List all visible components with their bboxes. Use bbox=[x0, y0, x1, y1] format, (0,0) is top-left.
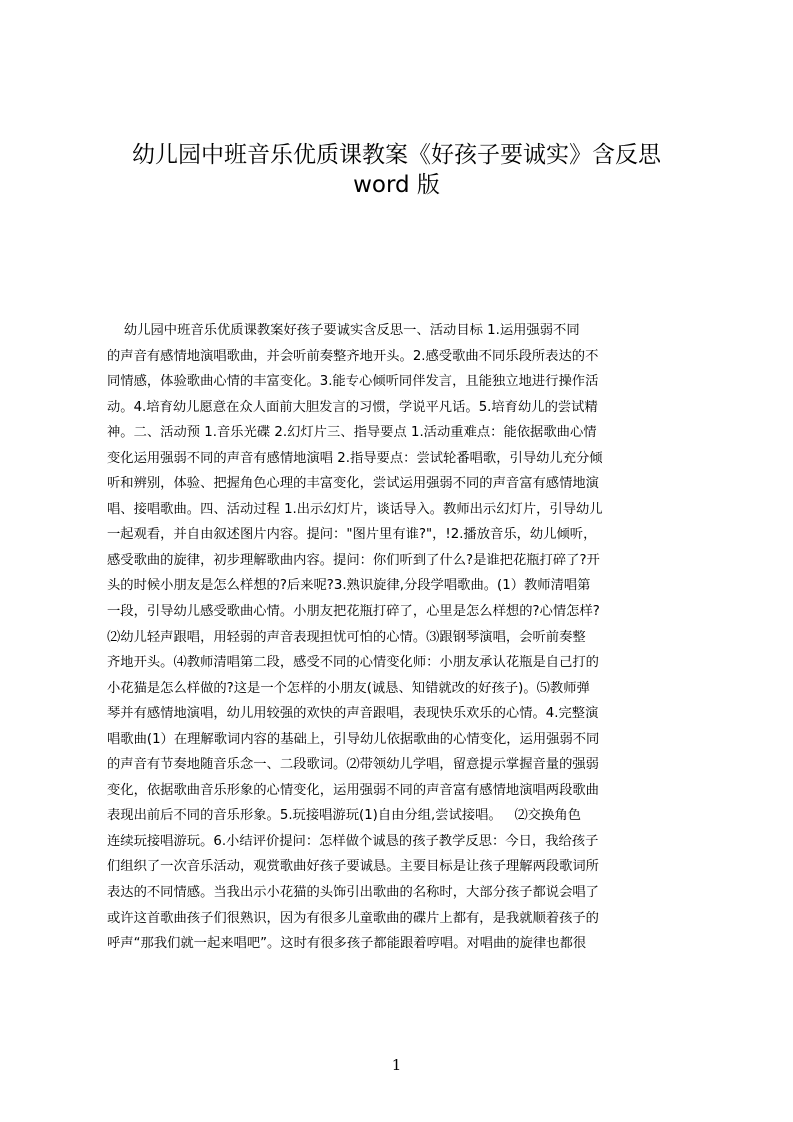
body-line: 一起观看，并自由叙述图片内容。提问："图片里有谁?"，!2.播放音乐，幼儿倾听， bbox=[107, 527, 597, 543]
body-line: ⑵幼儿轻声跟唱，用轻弱的声音表现担忧可怕的心情。⑶跟钢琴演唱，会听前奏整 bbox=[107, 629, 586, 645]
body-line: 们组织了一次音乐活动，观赏歌曲好孩子要诚恳。主要目标是让孩子理解两段歌词所 bbox=[107, 859, 599, 875]
body-paragraph bbox=[107, 318, 698, 982]
body-line: 唱、接唱歌曲。四、活动过程 1.出示幻灯片，谈话导入。教师出示幻灯片，引导幼儿 bbox=[107, 501, 603, 517]
body-line: 唱歌曲(1）在理解歌词内容的基础上，引导幼儿依据歌曲的心情变化，运用强弱不同 bbox=[107, 731, 600, 747]
body-line: 感受歌曲的旋律，初步理解歌曲内容。提问：你们听到了什么?是谁把花瓶打碎了?开 bbox=[107, 552, 600, 568]
body-line: 听和辨别，体验、把握角色心理的丰富变化，尝试运用强弱不同的声音富有感情地演 bbox=[107, 476, 599, 492]
body-line: 琴并有感情地演唱，幼儿用较强的欢快的声音跟唱，表现快乐欢乐的心情。4.完整演 bbox=[107, 706, 599, 722]
body-line: 变化，依据歌曲音乐形象的心情变化，运用强弱不同的声音富有感情地演唱两段歌曲 bbox=[107, 782, 599, 798]
body-line: 幼儿园中班音乐优质课教案好孩子要诚实含反思一、活动目标 1.运用强弱不同 bbox=[107, 323, 580, 338]
body-line: 变化运用强弱不同的声音有感情地演唱 2.指导要点：尝试轮番唱歌，引导幼儿充分倾 bbox=[107, 450, 603, 466]
page-number: 1 bbox=[391, 1056, 402, 1074]
body-line: 动。4.培育幼儿愿意在众人面前大胆发言的习惯，学说平凡话。5.培育幼儿的尝试精 bbox=[107, 399, 598, 415]
document-title bbox=[60, 140, 733, 200]
title-line: 幼儿园中班音乐优质课教案《好孩子要诚实》含反思 bbox=[132, 142, 661, 168]
body-line: 神。二、活动预 1.音乐光碟 2.幻灯片三、指导要点 1.活动重难点：能依据歌曲心情 bbox=[107, 425, 597, 441]
body-line: 连续玩接唱游玩。6.小结评价提问：怎样做个诚恳的孩子教学反思：今日，我给孩子 bbox=[107, 833, 599, 849]
body-line: 齐地开头。⑷教师清唱第二段，感受不同的心情变化师：小朋友承认花瓶是自己打的 bbox=[107, 655, 599, 671]
body-line: 的声音有感情地演唱歌曲，并会听前奏整齐地开头。2.感受歌曲不同乐段所表达的不 bbox=[107, 348, 599, 364]
body-line: 同情感，体验歌曲心情的丰富变化。3.能专心倾听同伴发言，且能独立地进行操作活 bbox=[107, 374, 599, 390]
body-line: 的声音有节奏地随音乐念一、二段歌词。⑵带领幼儿学唱，留意提示掌握音量的强弱 bbox=[107, 757, 599, 773]
title-line: word 版 bbox=[353, 172, 440, 198]
body-line: 表现出前后不同的音乐形象。5.玩接唱游玩(1)自由分组,尝试接唱。 ⑵交换角色 bbox=[107, 808, 581, 824]
body-line: 一段，引导幼儿感受歌曲心情。小朋友把花瓶打碎了，心里是怎么样想的?心情怎样? bbox=[107, 604, 600, 620]
body-line: 呼声“那我们就一起来唱吧”。这时有很多孩子都能跟着哼唱。对唱曲的旋律也都很 bbox=[107, 936, 587, 952]
body-line: 表达的不同情感。当我出示小花猫的头饰引出歌曲的名称时，大部分孩子都说会唱了 bbox=[107, 885, 599, 901]
body-line: 小花猫是怎么样做的?这是一个怎样的小朋友(诚恳、知错就改的好孩子)。⑸教师弹 bbox=[107, 680, 590, 696]
body-line: 或许这首歌曲孩子们很熟识，因为有很多儿童歌曲的碟片上都有，是我就顺着孩子的 bbox=[107, 910, 599, 926]
body-line: 头的时候小朋友是怎么样想的?后来呢?3.熟识旋律,分段学唱歌曲。(1）教师清唱第 bbox=[107, 578, 591, 594]
